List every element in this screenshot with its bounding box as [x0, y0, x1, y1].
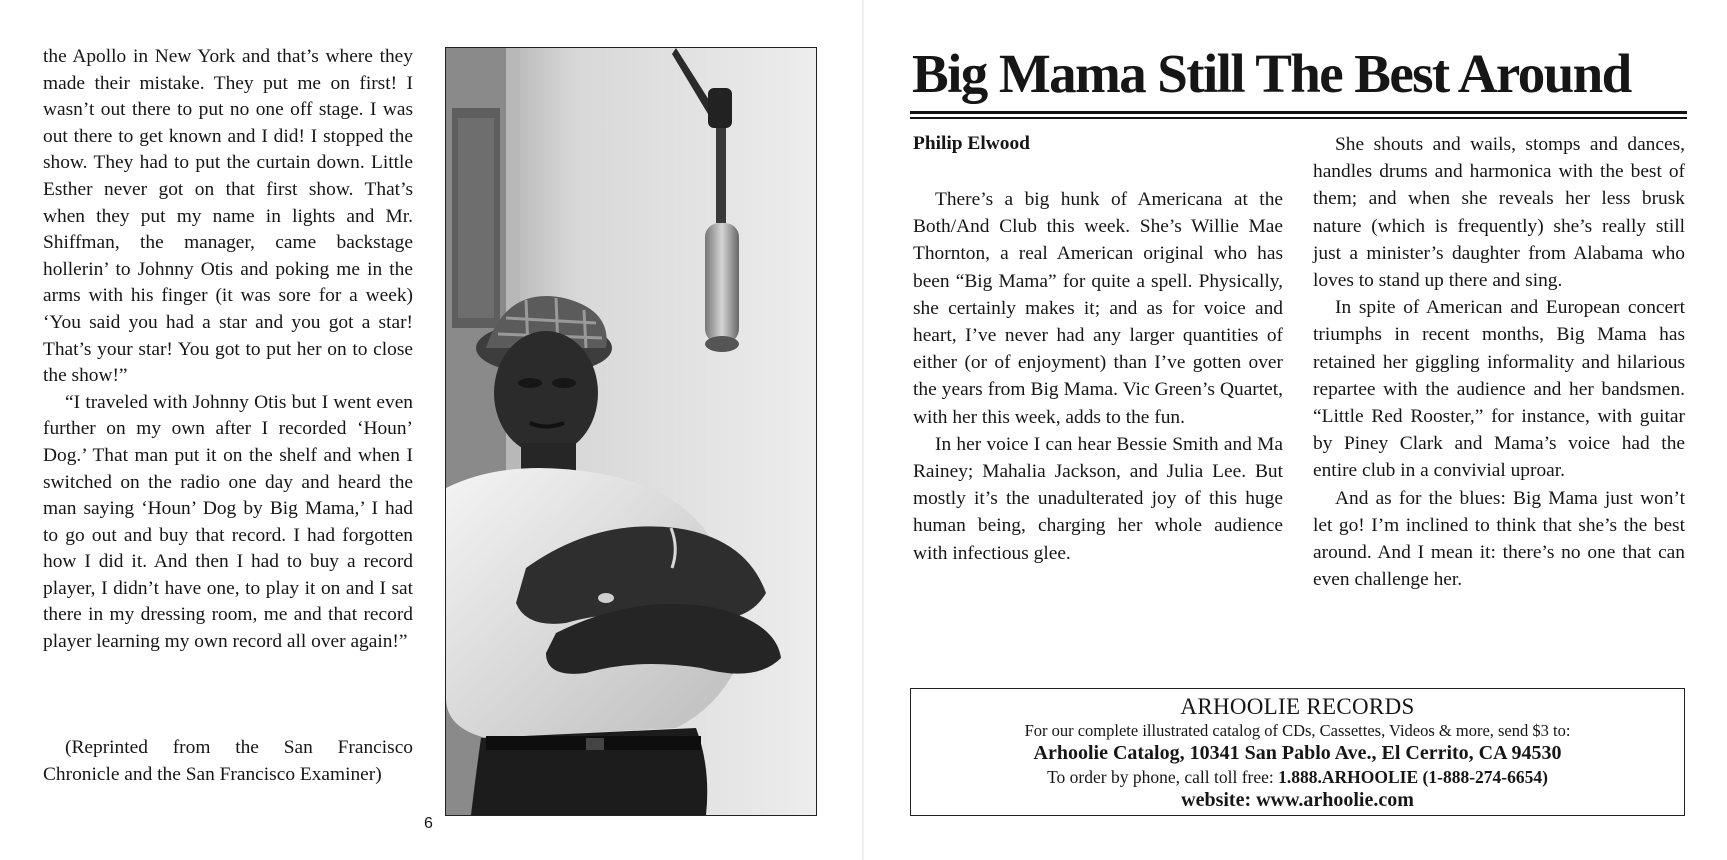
- catalog-phone-line: [911, 766, 1684, 788]
- page-fold: [862, 0, 864, 860]
- catalog-address: Arhoolie Catalog, 10341 San Pablo Ave., El Cerrito, CA 94530: [1033, 742, 1562, 764]
- article-column-1: [913, 186, 1283, 567]
- article-paragraph: In spite of American and European concert triumphs in recent months, Big Mama has retained her giggling informality and hilarious repartee with the audience and her bandsmen. “Little Red Rooster,” for instance, with guitar by Piney Clark and Mama’s voice had the entire club in a convivial uproar.: [1313, 297, 1685, 482]
- page-number: 6: [424, 815, 433, 832]
- catalog-phone-number: 1.888.ARHOOLIE (1-888-274-6654): [1278, 767, 1548, 787]
- photo-illustration: [446, 48, 816, 815]
- left-paragraph-2: “I traveled with Johnny Otis but I went even further on my own after I recorded ‘Houn’ Dog.’ That man put it on the shelf and when I switched on the radio one day and heard the man saying ‘Houn’ Dog by Big Mama,’ I had to go out and buy that record. I had forgotten how I did it. And then I had to buy a record player, I didn’t have one, to play it on and I sat there in my dressing room, me and that record player learning my own record all over again!”: [43, 391, 413, 653]
- catalog-website: website: www.arhoolie.com: [1181, 789, 1414, 811]
- headline-rule-thick: [910, 111, 1687, 114]
- catalog-title: ARHOOLIE RECORDS: [1180, 694, 1415, 719]
- article-paragraph: And as for the blues: Big Mama just won’t let go! I’m inclined to think that she’s the best around. And I mean it: there’s no one that can even challenge her.: [1313, 487, 1685, 591]
- reprint-note: (Reprinted from the San Francisco Chronicle and the San Francisco Examiner): [43, 737, 413, 785]
- article-paragraph: In her voice I can hear Bessie Smith and Ma Rainey; Mahalia Jackson, and Julia Lee. But mostly it’s the unadulterated joy of this huge human being, charging her whole audience with infectious glee.: [913, 433, 1283, 564]
- article-paragraph: She shouts and wails, stomps and dances, handles drums and harmonica with the best of them; and when she reveals her less brusk nature (which is frequently) she’s really still just a minister’s daughter from Alabama who loves to stand up there and sing.: [1313, 134, 1685, 292]
- headline-rule-thin: [910, 117, 1687, 119]
- catalog-offer: For our complete illustrated catalog of CDs, Cassettes, Videos & more, send $3 to:: [1024, 721, 1571, 740]
- article-column-2: [1313, 131, 1685, 593]
- catalog-phone-prefix: To order by phone, call toll free:: [1047, 767, 1279, 787]
- left-page-text: [43, 44, 413, 656]
- article-paragraph: There’s a big hunk of Americana at the Both/And Club this week. She’s Willie Mae Thornton, a real American original who has been “Big Mama” for quite a spell. Physically, she certainly makes it; and as for voice and heart, I’ve never had any larger quantities of either (or of enjoyment) than I’ve gotten over the years from Big Mama. Vic Green’s Quartet, with her this week, adds to the fun.: [913, 189, 1283, 428]
- singer-at-microphone-photo: [445, 47, 817, 816]
- article-byline: Philip Elwood: [913, 133, 1030, 154]
- article-headline: Big Mama Still The Best Around: [912, 43, 1631, 104]
- catalog-box: [910, 688, 1685, 816]
- left-paragraph-1: the Apollo in New York and that’s where they made their mistake. They put me on first! I wasn’t out there to put no one off stage. I was out there to get known and I did! I stopped the show. They had to put the curtain down. Little Esther never got on that first show. That’s when they put my name in lights and Mr. Shiffman, the manager, came backstage hollerin’ to Johnny Otis and poking me in the arms with his finger (it was sore for a week) ‘You said you had a star and you got a star! That’s your star! You got to put her on to close the show!”: [43, 46, 413, 387]
